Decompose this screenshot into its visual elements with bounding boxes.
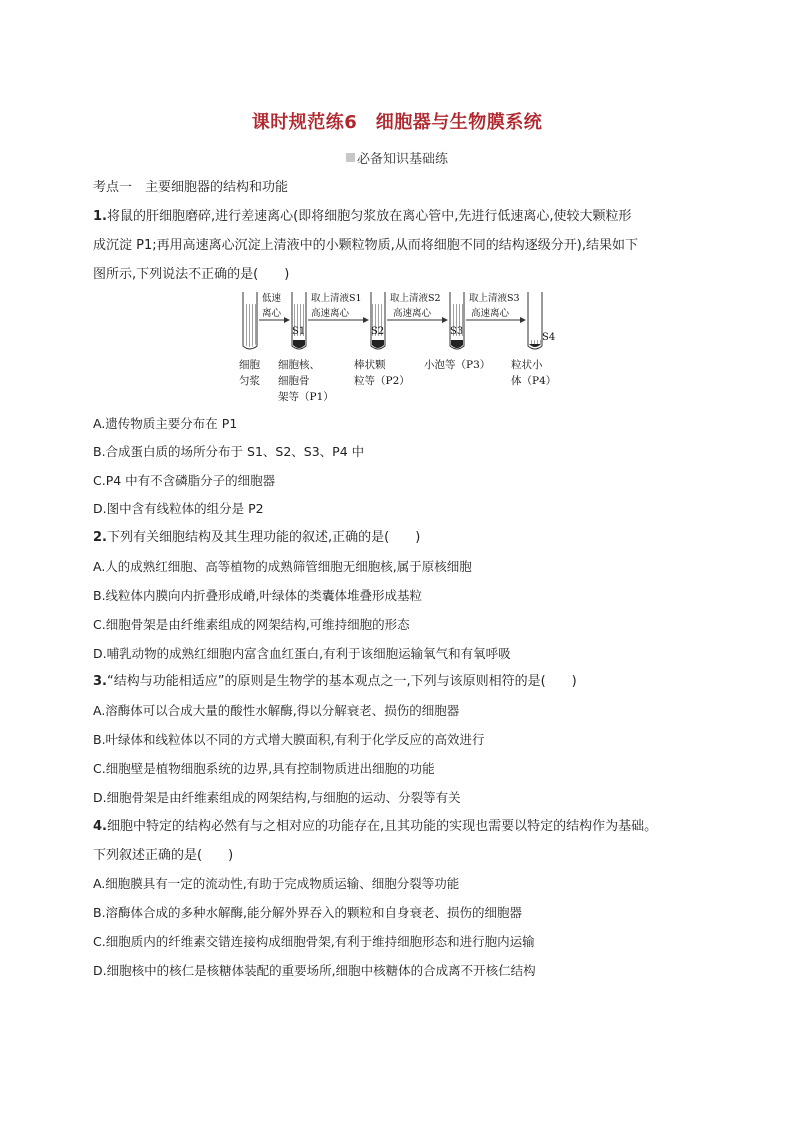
q2-option-d[interactable]: D.哺乳动物的成熟红细胞内富含血红蛋白,有利于该细胞运输氧气和有氧呼吸	[93, 646, 511, 661]
caption-p2-1: 棒状颗	[354, 359, 386, 371]
q2-number: 2.	[93, 530, 107, 545]
q3-number: 3.	[93, 674, 107, 689]
caption-p1-1: 细胞核、	[278, 359, 320, 371]
q2-option-c[interactable]: C.细胞骨架是由纤维素组成的网架结构,可维持细胞的形态	[93, 617, 410, 632]
caption-p4-2: 体（P4）	[511, 375, 557, 387]
tube-label-s3: S3	[450, 326, 464, 337]
arrow3-label-b: 高速离心	[393, 308, 432, 319]
caption-p1-2: 细胞骨	[278, 375, 310, 387]
bookmark-icon	[346, 153, 355, 162]
arrow2-label-a: 取上清液S1	[311, 293, 362, 304]
q1-line-3: 图所示,下列说法不正确的是( )	[93, 267, 290, 282]
q4-line-2: 下列叙述正确的是( )	[93, 848, 234, 863]
tube-label-s2: S2	[371, 326, 385, 337]
subtitle-text: 必备知识基础练	[356, 152, 448, 167]
arrow1-label-a: 低速	[262, 293, 282, 304]
q1-option-d[interactable]: D.图中含有线粒体的组分是 P2	[93, 501, 264, 516]
q4-line-1	[93, 818, 733, 836]
arrow4-label-a: 取上清液S3	[469, 293, 520, 304]
q4-option-c[interactable]: C.细胞质内的纤维素交错连接构成细胞骨架,有利于维持细胞形态和进行胞内运输	[93, 934, 535, 949]
q3-option-c[interactable]: C.细胞壁是植物细胞系统的边界,具有控制物质进出细胞的功能	[93, 761, 435, 776]
q2-stem	[93, 529, 733, 547]
q1-line-2: 成沉淀 P1;再用高速离心沉淀上清液中的小颗粒物质,从而将细胞不同的结构逐级分开),结果如下	[93, 238, 638, 253]
q1-option-a[interactable]: A.遗传物质主要分布在 P1	[93, 416, 238, 431]
caption-p4-1: 粒状小	[511, 359, 543, 371]
page-title: 课时规范练6 细胞器与生物膜系统	[251, 112, 543, 133]
caption-homogenate-1: 细胞	[239, 359, 260, 371]
topic-heading: 考点一 主要细胞器的结构和功能	[93, 180, 289, 195]
section-subtitle	[0, 148, 794, 167]
q1-option-c[interactable]: C.P4 中有不含磷脂分子的细胞器	[93, 473, 276, 488]
caption-homogenate-2: 匀浆	[239, 375, 260, 387]
test-tube-2	[371, 292, 385, 349]
tube-label-s4: S4	[542, 332, 556, 343]
q3-text: “结构与功能相适应”的原则是生物学的基本观点之一,下列与该原则相符的是( )	[106, 674, 577, 689]
q3-option-b[interactable]: B.叶绿体和线粒体以不同的方式增大膜面积,有利于化学反应的高效进行	[93, 732, 485, 747]
q3-option-d[interactable]: D.细胞骨架是由纤维素组成的网架结构,与细胞的运动、分裂等有关	[93, 790, 461, 805]
arrow4-label-b: 高速离心	[471, 308, 510, 319]
q1-text-1: 将鼠的肝细胞磨碎,进行差速离心(即将细胞匀浆放在离心管中,先进行低速离心,使较大颗粒形	[106, 209, 632, 224]
q2-option-a[interactable]: A.人的成熟红细胞、高等植物的成熟筛管细胞无细胞核,属于原核细胞	[93, 559, 472, 574]
caption-p2-2: 粒等（P2）	[354, 375, 410, 387]
q1-line-1	[93, 208, 733, 226]
arrow1-label-b: 离心	[262, 308, 282, 319]
tube-label-s1: S1	[292, 326, 306, 337]
q4-text-1: 细胞中特定的结构必然有与之相对应的功能存在,且其功能的实现也需要以特定的结构作为基础。	[106, 819, 658, 834]
caption-p3: 小泡等（P3）	[424, 359, 491, 371]
q3-stem	[93, 673, 733, 691]
q4-number: 4.	[93, 819, 107, 834]
test-tube-homogenate	[243, 292, 257, 349]
q3-option-a[interactable]: A.溶酶体可以合成大量的酸性水解酶,得以分解衰老、损伤的细胞器	[93, 703, 460, 718]
q2-text: 下列有关细胞结构及其生理功能的叙述,正确的是( )	[106, 530, 421, 545]
q4-option-a[interactable]: A.细胞膜具有一定的流动性,有助于完成物质运输、细胞分裂等功能	[93, 876, 460, 891]
test-tube-1	[292, 292, 306, 349]
q1-option-b[interactable]: B.合成蛋白质的场所分布于 S1、S2、S3、P4 中	[93, 444, 365, 459]
centrifugation-diagram	[225, 288, 565, 408]
arrow3-label-a: 取上清液S2	[390, 293, 441, 304]
test-tube-3	[450, 292, 464, 349]
q2-option-b[interactable]: B.线粒体内膜向内折叠形成嵴,叶绿体的类囊体堆叠形成基粒	[93, 588, 423, 603]
q1-number: 1.	[93, 209, 107, 224]
arrow2-label-b: 高速离心	[311, 308, 350, 319]
q4-option-d[interactable]: D.细胞核中的核仁是核糖体装配的重要场所,细胞中核糖体的合成离不开核仁结构	[93, 963, 536, 978]
caption-p1-3: 架等（P1）	[278, 391, 334, 403]
q4-option-b[interactable]: B.溶酶体合成的多种水解酶,能分解外界吞入的颗粒和自身衰老、损伤的细胞器	[93, 905, 523, 920]
test-tube-4	[528, 292, 555, 349]
